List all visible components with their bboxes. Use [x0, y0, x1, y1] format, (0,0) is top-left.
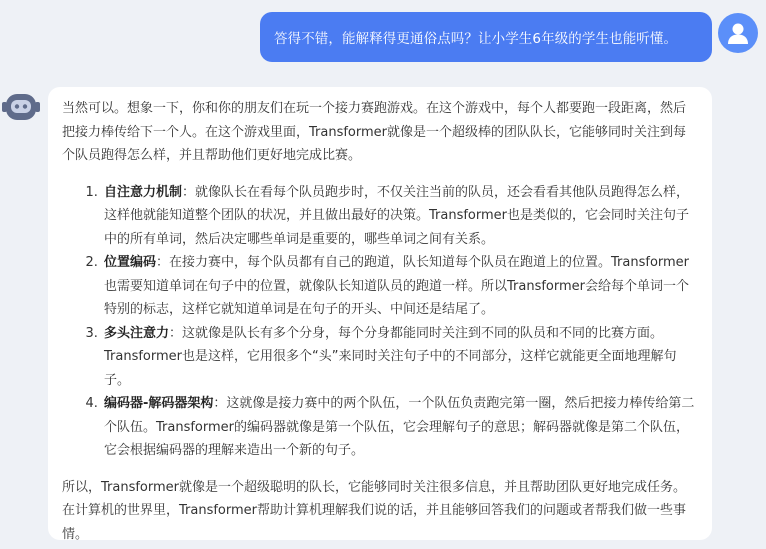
assistant-message-bubble — [48, 87, 712, 540]
list-item — [102, 322, 698, 393]
point-term: 编码器-解码器架构 — [104, 396, 214, 411]
robot-head-icon — [2, 92, 40, 122]
point-term: 位置编码 — [104, 255, 157, 270]
user-message-row — [260, 12, 758, 64]
assistant-outro-paragraph: 所以，Transformer就像是一个超级聪明的队长，它能够同时关注很多信息，并且帮助团队更好地完成任务。在计算机的世界里，Transformer帮助计算机理解我们说的话，并且能够回答我们的问题或者帮我们做一些事情。 — [62, 479, 687, 542]
list-item — [102, 251, 698, 322]
user-avatar — [718, 13, 758, 53]
point-text: ：这就像是接力赛中的两个队伍，一个队伍负责跑完第一圈，然后把接力棒传给第二个队伍。Transformer的编码器就像是第一个队伍，它会理解句子的意思；解码器就像是第二个队伍，它会根据编码器的理解来造出一个新的句子。 — [104, 396, 695, 458]
point-text: ：在接力赛中，每个队员都有自己的跑道，队长知道每个队员在跑道上的位置。Transformer也需要知道单词在句子中的位置，就像队长知道队员的跑道一样。所以Transformer会给每个单词一个特别的标志，这样它就知道单词是在句子的开头、中间还是结尾了。 — [104, 255, 690, 317]
point-term: 多头注意力 — [104, 325, 170, 341]
user-silhouette-icon — [725, 20, 751, 46]
list-item — [102, 392, 698, 463]
point-text: ：就像队长在看每个队员跑步时，不仅关注当前的队员，还会看看其他队员跑得怎么样，这样他就能知道整个团队的状况，并且做出最好的决策。Transformer也是类似的，它会同时关注句子中的所有单词，然后决定哪些单词是重要的，哪些单词之间有关系。 — [104, 184, 690, 247]
point-text: ：这就像是队长有多个分身，每个分身都能同时关注到不同的队员和不同的比赛方面。Transformer也是这样，它用很多个“头”来同时关注句子中的不同部分，这样它就能更全面地理解句子。 — [104, 325, 677, 388]
assistant-point-list — [62, 181, 698, 463]
user-message-text: 答得不错，能解释得更通俗点吗？让小学生6年级的学生也能听懂。 — [274, 31, 678, 47]
bot-avatar — [2, 92, 40, 122]
list-item — [102, 181, 698, 252]
assistant-intro-paragraph: 当然可以。想象一下，你和你的朋友们在玩一个接力赛跑游戏。在这个游戏中，每个人都要跑一段距离，然后把接力棒传给下一个人。在这个游戏里面，Transformer就像是一个超级棒的团队队长，它能够同时关注到每个队员跑得怎么样，并且帮助他们更好地完成比赛。 — [62, 101, 687, 163]
point-term: 自注意力机制 — [104, 184, 183, 200]
user-message-bubble — [260, 12, 712, 62]
